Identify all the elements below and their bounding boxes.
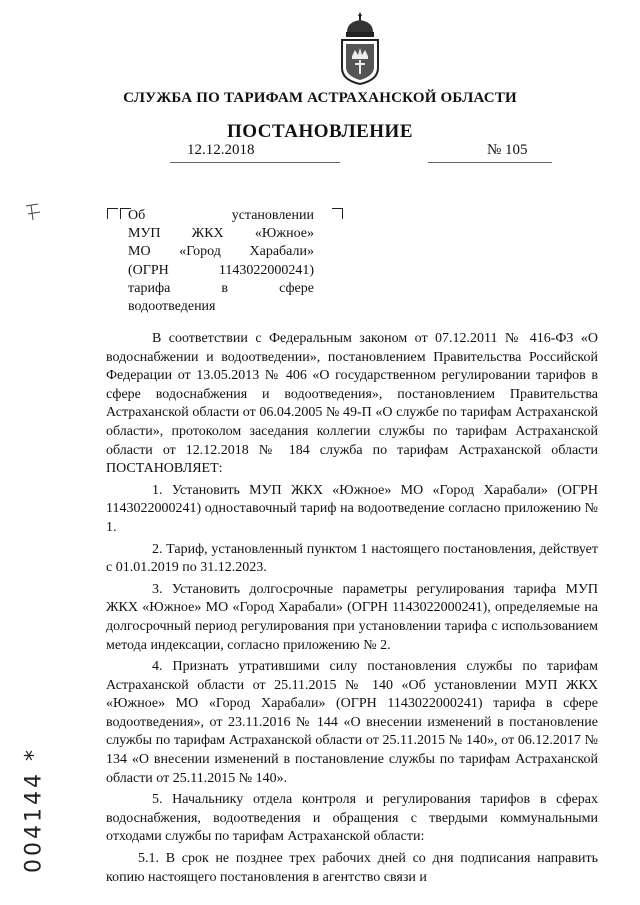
subject-word: «Южное» xyxy=(254,226,314,242)
date-underline xyxy=(170,162,340,163)
side-registration-stamp: 004144 * xyxy=(21,747,47,873)
subject-word: МО xyxy=(128,244,151,260)
number-underline xyxy=(428,162,552,163)
body-paragraph: 5.1. В срок не позднее трех рабочих дней со дня подписания направить копию настоящего постановления в агентство связи и xyxy=(106,851,598,885)
corner-mark-right xyxy=(332,208,343,219)
subject-line xyxy=(128,225,314,243)
document-type: ПОСТАНОВЛЕНИЕ xyxy=(226,121,414,142)
subject-line xyxy=(128,262,314,280)
subject-word: Харабали» xyxy=(249,244,314,260)
subject-word: (ОГРН xyxy=(128,262,169,278)
document-body xyxy=(106,330,598,887)
subject-word: в xyxy=(221,280,228,296)
subject-word: МУП xyxy=(128,226,161,242)
subject-word: Об xyxy=(128,208,146,223)
body-paragraph: 3. Установить долгосрочные параметры регулирования тарифа МУП ЖКХ «Южное» МО «Город Харабали» (ОГРН 1143022000241), определяемые на долгосрочный период регулирования при установлении тарифа с использованием метода индексации, согласно приложению № 2. xyxy=(106,581,598,653)
subject-word: 1143022000241) xyxy=(218,262,314,278)
body-paragraph: 5. Начальнику отдела контроля и регулирования тарифов в сферах водоснабжения, водоотведения и обращения с твердыми коммунальными отходами службы по тарифам Астраханской области: xyxy=(106,792,598,845)
subject-word: «Город xyxy=(179,244,221,260)
body-paragraph: 1. Установить МУП ЖКХ «Южное» МО «Город Харабали» (ОГРН 1143022000241) одноставочный тариф на водоотведение согласно приложению № 1. xyxy=(106,482,598,535)
body-paragraph: 2. Тариф, установленный пунктом 1 настоящего постановления, действует с 01.01.2019 по 31.12.2023. xyxy=(106,541,598,576)
subject-word: установлении xyxy=(231,208,314,223)
corner-mark-left-outer xyxy=(107,208,118,219)
agency-name: СЛУЖБА ПО ТАРИФАМ АСТРАХАНСКОЙ ОБЛАСТИ xyxy=(123,90,517,106)
subject-line xyxy=(128,298,314,316)
subject-word: сфере xyxy=(279,280,314,296)
subject-word: тарифа xyxy=(128,280,171,296)
subject-word: водоотведения xyxy=(128,299,216,315)
coat-of-arms-icon xyxy=(335,10,385,86)
document-subject xyxy=(128,207,314,316)
body-paragraph: В соответствии с Федеральным законом от 07.12.2011 № 416-ФЗ «О водоснабжении и водоотведении», постановлением Правительства Российской Федерации от 13.05.2013 № 406 «О государственном регулировании тарифов в сфере водоснабжения и водоотведения», постановлением Правительства Астраханской области от 06.04.2005 № 49-П «О службе по тарифам Астраханской области», протоколом заседания коллегии службы по тарифам Астраханской области от 12.12.2018 № 184 служба по тарифам Астраханской области ПОСТАНОВЛЯЕТ: xyxy=(106,331,598,477)
subject-line xyxy=(128,280,314,298)
subject-line xyxy=(128,243,314,261)
subject-line xyxy=(128,207,314,225)
body-paragraph: 4. Признать утратившими силу постановления службы по тарифам Астраханской области от 25.11.2015 № 140 «Об установлении МУП ЖКХ «Южное» МО «Город Харабали» (ОГРН 1143022000241) тарифа в сфере водоотведения», от 23.11.2016 № 144 «О внесении изменений в постановление службы по тарифам Астраханской области от 25.11.2015 № 140», от 06.12.2017 № 134 «О внесении изменений в постановление службы по тарифам Астраханской области от 25.11.2015 № 140». xyxy=(106,659,598,786)
document-date: 12.12.2018 xyxy=(187,142,255,158)
subject-word: ЖКХ xyxy=(191,226,224,242)
document-number: № 105 xyxy=(487,142,528,158)
margin-mark-icon xyxy=(22,200,44,222)
